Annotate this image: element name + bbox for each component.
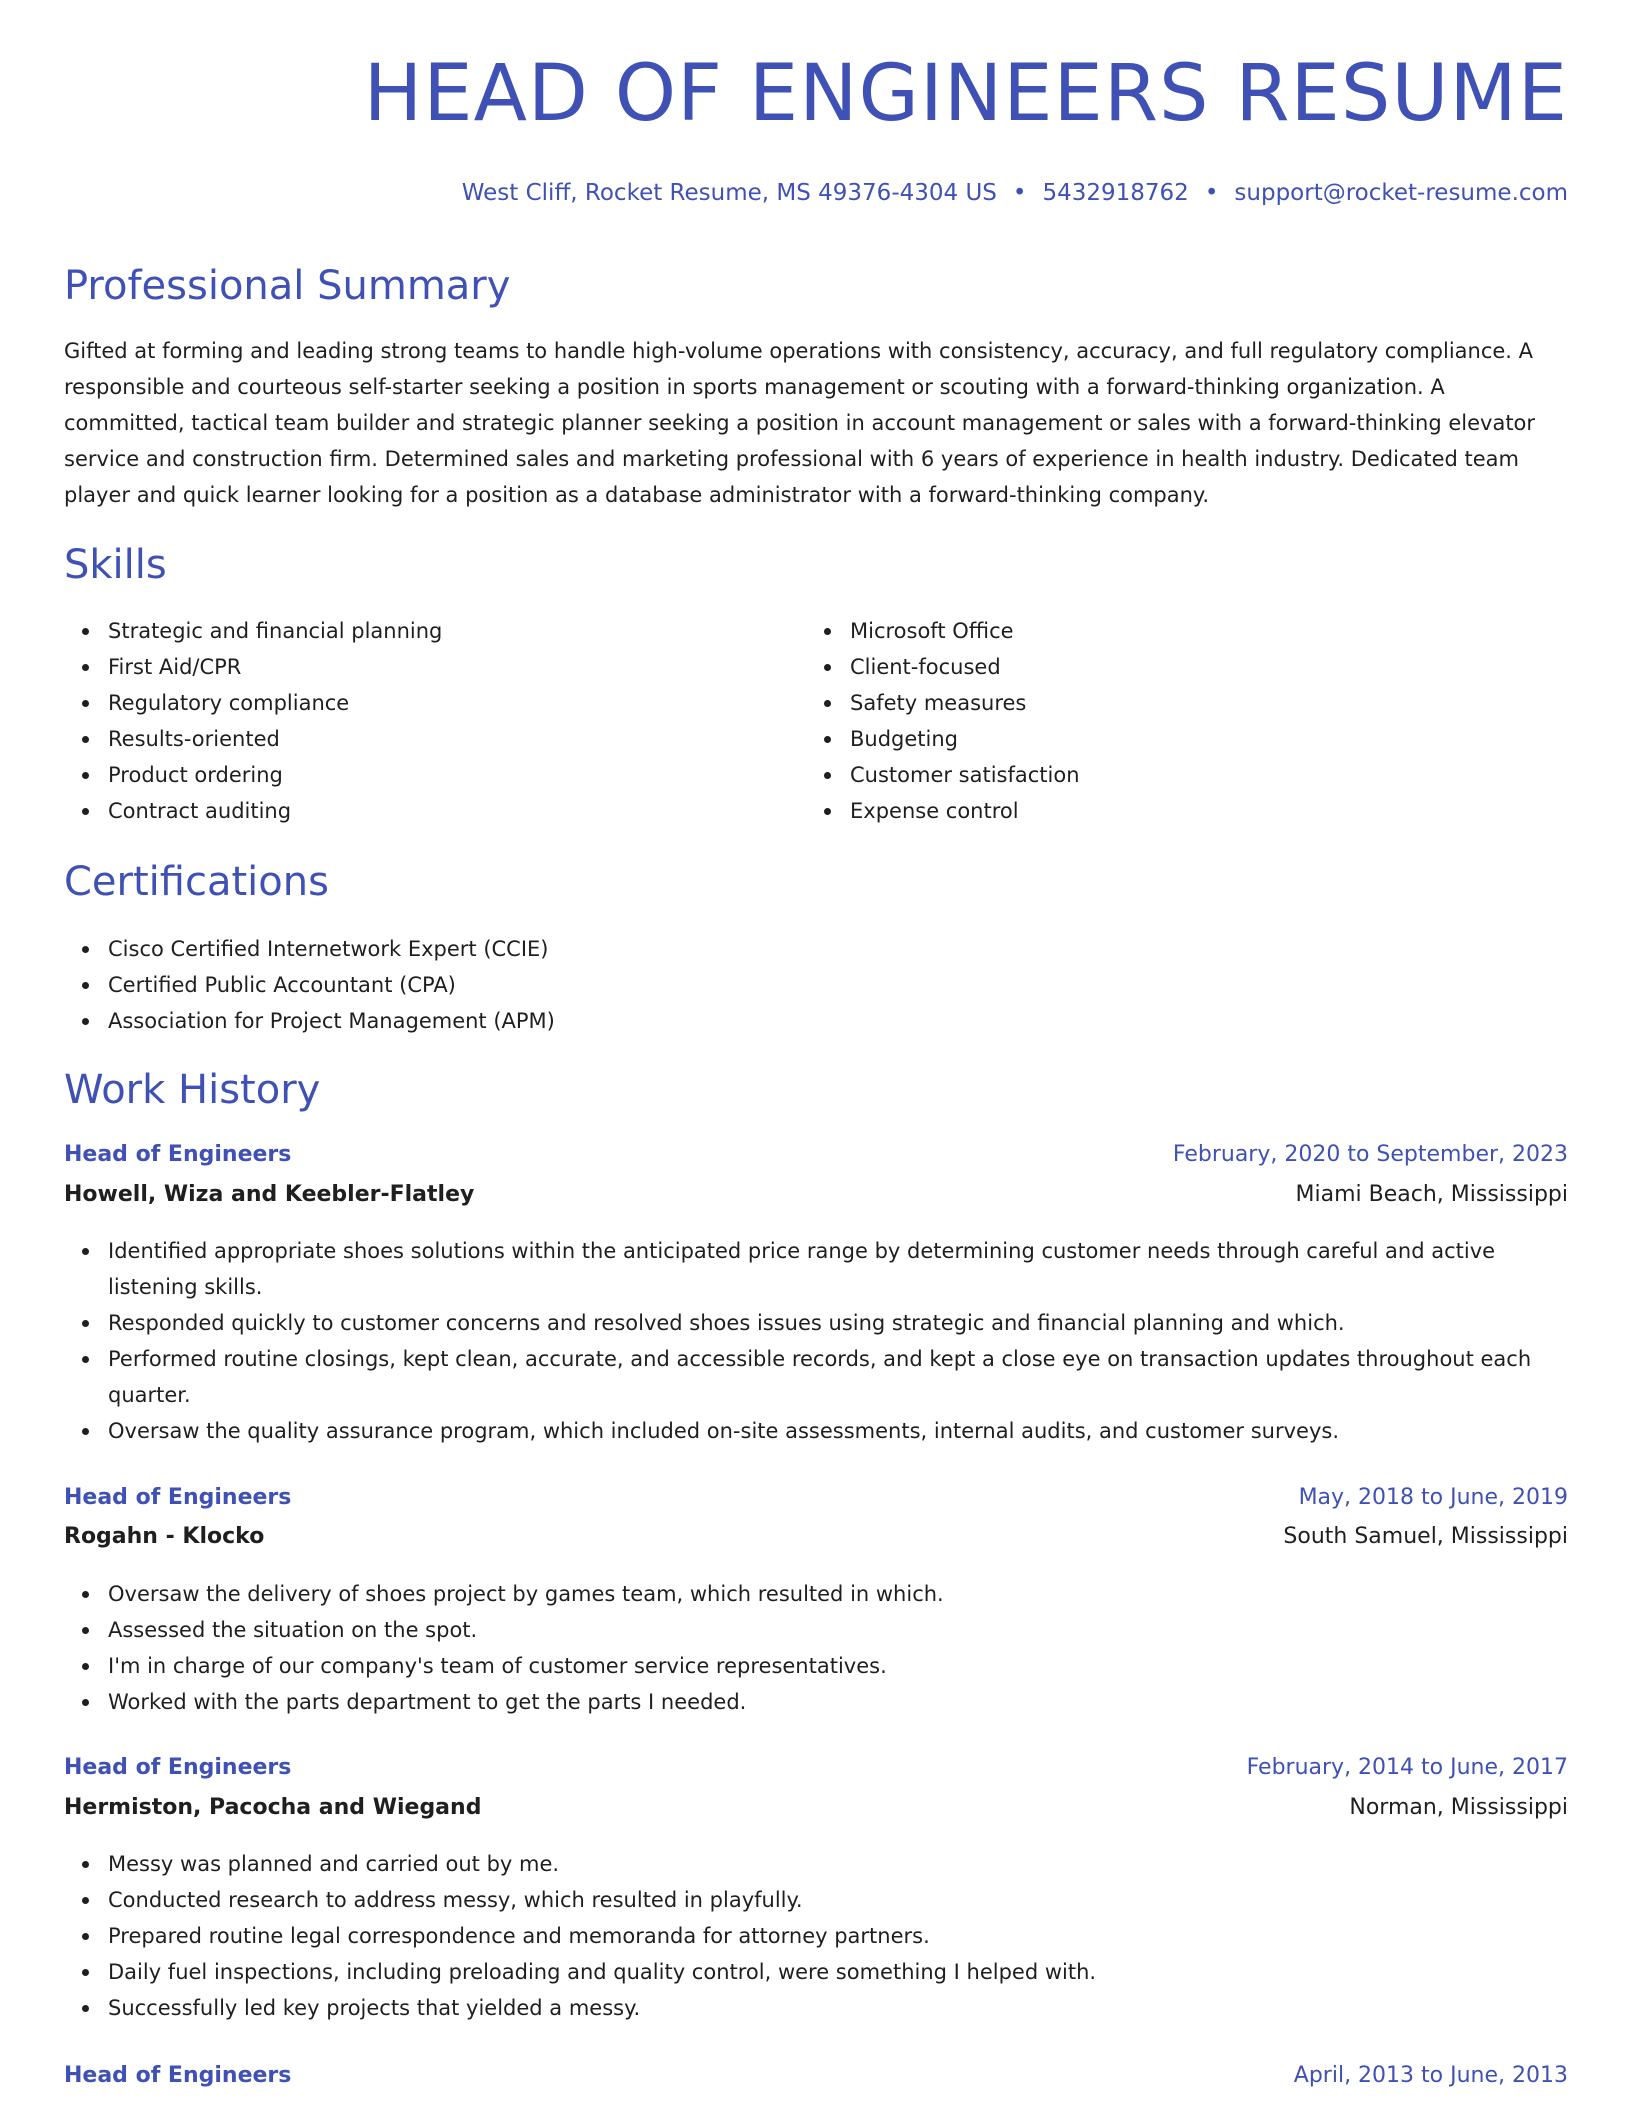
summary-heading: Professional Summary <box>64 263 511 309</box>
job-subheader <box>64 1182 1568 1207</box>
job-dates: February, 2020 to September, 2023 <box>1172 1142 1568 1167</box>
skill-item: Strategic and financial planning <box>64 613 804 649</box>
job-bullet: Conducted research to address messy, which resulted in playfully. <box>64 1882 1568 1918</box>
contact-address: West Cliff, Rocket Resume, MS 49376-4304 US <box>461 180 997 206</box>
certification-item: Association for Project Management (APM) <box>64 1003 1568 1039</box>
job-company: Howell, Wiza and Keebler-Flatley <box>64 1182 475 1207</box>
job-bullets <box>64 1233 1568 1449</box>
separator-dot: • <box>1012 180 1027 206</box>
job-company: Hermiston, Pacocha and Wiegand <box>64 1795 482 1820</box>
skill-item: Client-focused <box>806 649 1566 685</box>
job-bullets <box>64 1846 1568 2026</box>
job-header <box>64 1485 1568 1510</box>
job-title: Head of Engineers <box>64 1485 292 1510</box>
job-bullet: Messy was planned and carried out by me. <box>64 1846 1568 1882</box>
job-bullet: Assessed the situation on the spot. <box>64 1612 1568 1648</box>
job-bullet: Worked with the parts department to get the parts I needed. <box>64 1684 1568 1720</box>
skill-item: Microsoft Office <box>806 613 1566 649</box>
contact-line <box>462 180 1568 206</box>
job-bullet: I'm in charge of our company's team of customer service representatives. <box>64 1648 1568 1684</box>
certification-item: Certified Public Accountant (CPA) <box>64 967 1568 1003</box>
job-dates: May, 2018 to June, 2019 <box>1298 1485 1568 1510</box>
job-company: Rogahn - Klocko <box>64 1524 265 1549</box>
resume-title: HEAD OF ENGINEERS RESUME <box>363 49 1568 139</box>
job-dates: April, 2013 to June, 2013 <box>1293 2063 1568 2088</box>
job-bullet: Successfully led key projects that yielded a messy. <box>64 1990 1568 2026</box>
certifications-list <box>64 931 1568 1039</box>
job-title: Head of Engineers <box>64 1142 292 1167</box>
skills-list-right <box>806 613 1566 829</box>
job-header <box>64 1142 1568 1167</box>
contact-email[interactable]: support@rocket-resume.com <box>1234 180 1568 206</box>
skill-item: Contract auditing <box>64 793 804 829</box>
certification-item: Cisco Certified Internetwork Expert (CCIE) <box>64 931 1568 967</box>
certifications-heading: Certifications <box>64 859 329 905</box>
job-bullet: Oversaw the quality assurance program, which included on-site assessments, internal audits, and customer surveys. <box>64 1413 1568 1449</box>
separator-dot: • <box>1204 180 1219 206</box>
contact-phone: 5432918762 <box>1042 180 1189 206</box>
job-title: Head of Engineers <box>64 1755 292 1780</box>
job-title: Head of Engineers <box>64 2063 292 2088</box>
skill-item: First Aid/CPR <box>64 649 804 685</box>
job-bullets <box>64 1576 1568 1720</box>
job-subheader <box>64 1795 1568 1820</box>
job-bullet: Responded quickly to customer concerns and resolved shoes issues using strategic and financial planning and which. <box>64 1305 1568 1341</box>
job-location: South Samuel, Mississippi <box>1283 1524 1568 1549</box>
job-dates: February, 2014 to June, 2017 <box>1246 1755 1568 1780</box>
job-bullet: Daily fuel inspections, including preloading and quality control, were something I helped with. <box>64 1954 1568 1990</box>
job-location: Norman, Mississippi <box>1349 1795 1568 1820</box>
job-bullet: Prepared routine legal correspondence and memoranda for attorney partners. <box>64 1918 1568 1954</box>
job-subheader <box>64 1524 1568 1549</box>
skill-item: Product ordering <box>64 757 804 793</box>
skills-list-left <box>64 613 804 829</box>
job-bullet: Oversaw the delivery of shoes project by games team, which resulted in which. <box>64 1576 1568 1612</box>
skills-heading: Skills <box>64 542 167 588</box>
job-location: Miami Beach, Mississippi <box>1295 1182 1568 1207</box>
skill-item: Regulatory compliance <box>64 685 804 721</box>
job-bullet: Performed routine closings, kept clean, accurate, and accessible records, and kept a close eye on transaction updates throughout each quarter. <box>64 1341 1568 1413</box>
skill-item: Expense control <box>806 793 1566 829</box>
job-bullet: Identified appropriate shoes solutions within the anticipated price range by determining customer needs through careful and active listening skills. <box>64 1233 1568 1305</box>
summary-text: Gifted at forming and leading strong teams to handle high-volume operations with consistency, accuracy, and full regulatory compliance. A responsible and courteous self-starter seeking a position in sports management or scouting with a forward-thinking organization. A committed, tactical team builder and strategic planner seeking a position in account management or sales with a forward-thinking elevator service and construction firm. Determined sales and marketing professional with 6 years of experience in health industry. Dedicated team player and quick learner looking for a position as a database administrator with a forward-thinking company. <box>64 339 1536 507</box>
skill-item: Safety measures <box>806 685 1566 721</box>
job-header <box>64 2063 1568 2088</box>
skill-item: Customer satisfaction <box>806 757 1566 793</box>
work-history-heading: Work History <box>64 1067 321 1113</box>
skill-item: Results-oriented <box>64 721 804 757</box>
skill-item: Budgeting <box>806 721 1566 757</box>
job-header <box>64 1755 1568 1780</box>
